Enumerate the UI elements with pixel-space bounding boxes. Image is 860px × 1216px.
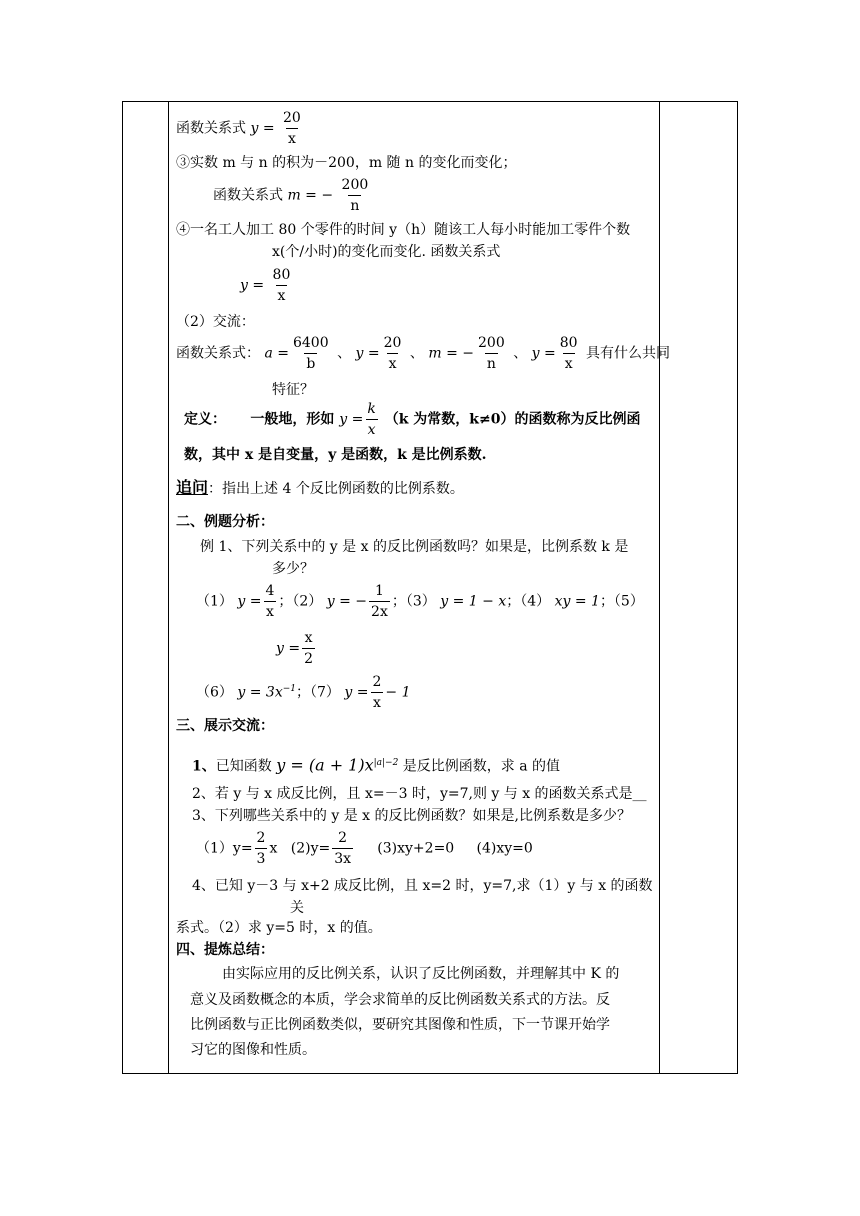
denominator: 2x bbox=[369, 601, 390, 622]
option: （1）y= bbox=[196, 840, 253, 857]
column-divider-right bbox=[659, 102, 660, 1073]
denominator: 3x bbox=[332, 848, 353, 869]
section-heading-examples: 二、例题分析： bbox=[176, 514, 274, 530]
example-1-line: 例 1、下列关系中的 y 是 x 的反比例函数吗？如果是，比例系数 k 是 bbox=[200, 539, 629, 555]
line-exchange: （2）交流： bbox=[176, 314, 255, 330]
formula: y = 1 − x bbox=[440, 593, 507, 610]
summary-line: 意义及函数概念的本质，学会求简单的反比例函数关系式的方法。反 bbox=[190, 992, 610, 1008]
fraction bbox=[370, 672, 383, 713]
text: 已知函数 bbox=[215, 758, 272, 775]
question-3: 3、下列哪些关系中的 y 是 x 的反比例函数？如果是,比例系数是多少？ bbox=[192, 808, 631, 824]
item-label: ；（4） bbox=[506, 593, 551, 610]
text: 函数关系式： bbox=[176, 345, 260, 362]
formula: y = (a + 1)x bbox=[276, 755, 374, 775]
text: 具有什么共同 bbox=[586, 345, 671, 362]
numerator: 80 bbox=[559, 335, 578, 351]
option: (3)xy+2=0 bbox=[377, 840, 455, 857]
option: x bbox=[269, 840, 278, 857]
definition-line-1 bbox=[184, 399, 640, 440]
question-4: 4、已知 y－3 与 x+2 成反比例，且 x=2 时，y=7,求（1）y 与 x 的函数 bbox=[192, 878, 653, 894]
definition-line-2: 数，其中 x 是自变量，y 是函数，k 是比例系数. bbox=[184, 447, 487, 463]
numerator: k bbox=[367, 401, 376, 417]
fraction bbox=[263, 581, 276, 622]
line-item-4-cont: x(个/小时)的变化而变化. 函数关系式 bbox=[272, 244, 501, 260]
text: 一般地，形如 bbox=[250, 411, 335, 428]
formula: y = bbox=[250, 120, 275, 137]
line-item-4: ④一名工人加工 80 个零件的时间 y（h）随该工人每小时能加工零件个数 bbox=[176, 222, 631, 238]
fraction bbox=[369, 581, 390, 622]
fraction bbox=[558, 333, 580, 374]
line-four-functions bbox=[176, 333, 670, 374]
column-divider-left bbox=[168, 102, 169, 1073]
follow-up-question bbox=[176, 478, 464, 499]
text: ：指出上述 4 个反比例函数的比例系数。 bbox=[208, 481, 464, 497]
item-label: （1） bbox=[196, 593, 233, 610]
denominator: 3 bbox=[255, 848, 268, 869]
option: (2)y= bbox=[290, 840, 331, 857]
formula: y = bbox=[237, 593, 262, 610]
line-feature: 特征？ bbox=[272, 382, 314, 398]
question-number: 1、 bbox=[192, 758, 216, 775]
fraction bbox=[281, 108, 303, 149]
denominator: x bbox=[286, 128, 298, 149]
separator: 、 bbox=[337, 345, 352, 362]
question-2: 2、若 y 与 x 成反比例，且 x=－3 时，y=7,则 y 与 x 的函数关系式是__ bbox=[192, 786, 647, 802]
summary-line: 习它的图像和性质。 bbox=[190, 1042, 316, 1058]
example-items-row bbox=[196, 581, 644, 622]
example-items-row-2 bbox=[196, 672, 410, 713]
numerator: x bbox=[304, 630, 313, 646]
formula: y = bbox=[276, 640, 301, 657]
section-heading-summary: 四、提炼总结： bbox=[176, 942, 274, 958]
formula: xy = 1 bbox=[554, 593, 600, 610]
denominator: b bbox=[304, 353, 317, 374]
denominator: n bbox=[348, 195, 361, 216]
numerator: 20 bbox=[283, 110, 301, 126]
exponent: −1 bbox=[282, 683, 296, 694]
fraction bbox=[476, 333, 507, 374]
numerator: 6400 bbox=[292, 335, 329, 351]
example-item-5 bbox=[276, 628, 317, 669]
text: 函数关系式 bbox=[176, 120, 246, 137]
question-4-cont-2: 系式。（2）求 y=5 时，x 的值。 bbox=[176, 920, 382, 936]
denominator: x bbox=[276, 285, 288, 306]
formula: y = − bbox=[326, 593, 368, 610]
question-4-cont: 关 bbox=[290, 900, 304, 916]
formula: y = 3x bbox=[237, 684, 283, 701]
numerator: 20 bbox=[383, 335, 402, 351]
denominator: 2 bbox=[302, 648, 315, 669]
line-function-m bbox=[213, 175, 372, 216]
formula: m = − bbox=[428, 345, 474, 362]
example-1-cont: 多少？ bbox=[272, 561, 314, 577]
formula: y = bbox=[240, 277, 265, 294]
denominator: x bbox=[387, 353, 399, 374]
denominator: x bbox=[366, 419, 378, 440]
fraction bbox=[255, 828, 268, 869]
exponent: |a|−2 bbox=[373, 758, 399, 768]
formula: a = bbox=[264, 345, 289, 362]
denominator: x bbox=[371, 692, 383, 713]
item-label: ；（5） bbox=[599, 593, 644, 610]
line-function-y-80 bbox=[240, 265, 294, 306]
summary-line: 由实际应用的反比例关系，认识了反比例函数，并理解其中 K 的 bbox=[222, 966, 620, 982]
fraction bbox=[365, 399, 377, 440]
section-heading-exchange: 三、展示交流： bbox=[176, 718, 274, 734]
option: (4)xy=0 bbox=[476, 840, 533, 857]
definition-label: 定义： bbox=[184, 411, 226, 428]
numerator: 2 bbox=[372, 674, 382, 690]
formula: − 1 bbox=[385, 684, 411, 701]
formula: y = bbox=[531, 345, 556, 362]
denominator: n bbox=[485, 353, 498, 374]
numerator: 200 bbox=[341, 177, 369, 193]
fraction bbox=[291, 333, 331, 374]
numerator: 2 bbox=[256, 830, 266, 846]
summary-line: 比例函数与正比例函数类似，要研究其图像和性质，下一节课开始学 bbox=[190, 1017, 610, 1033]
text: 函数关系式 bbox=[213, 187, 283, 204]
follow-up-label: 追问 bbox=[176, 478, 209, 497]
denominator: x bbox=[563, 353, 575, 374]
fraction bbox=[302, 628, 315, 669]
numerator: 80 bbox=[272, 267, 291, 283]
fraction bbox=[271, 265, 293, 306]
fraction bbox=[340, 175, 371, 216]
numerator: 200 bbox=[478, 335, 505, 351]
fraction bbox=[332, 828, 353, 869]
text: 是反比例函数，求 a 的值 bbox=[402, 758, 561, 775]
fraction bbox=[382, 333, 404, 374]
item-label: ；（3） bbox=[391, 593, 436, 610]
formula: y = bbox=[339, 411, 364, 428]
numerator: 4 bbox=[265, 583, 275, 599]
formula: y = bbox=[344, 684, 369, 701]
item-label: （6） bbox=[196, 684, 233, 701]
question-1 bbox=[192, 753, 560, 777]
numerator: 1 bbox=[374, 583, 384, 599]
formula: m = − bbox=[287, 187, 334, 204]
separator: 、 bbox=[409, 345, 424, 362]
text: （k 为常数，k≠0）的函数称为反比例函 bbox=[384, 411, 641, 428]
denominator: x bbox=[264, 601, 276, 622]
numerator: 2 bbox=[338, 830, 348, 846]
line-item-3: ③实数 m 与 n 的积为－200，m 随 n 的变化而变化； bbox=[176, 155, 517, 171]
line-function-y-20 bbox=[176, 108, 305, 149]
separator: 、 bbox=[513, 345, 528, 362]
item-label: ；（7） bbox=[296, 684, 340, 701]
item-label: ；（2） bbox=[278, 593, 323, 610]
question-3-options bbox=[196, 828, 533, 869]
formula: y = bbox=[355, 345, 380, 362]
